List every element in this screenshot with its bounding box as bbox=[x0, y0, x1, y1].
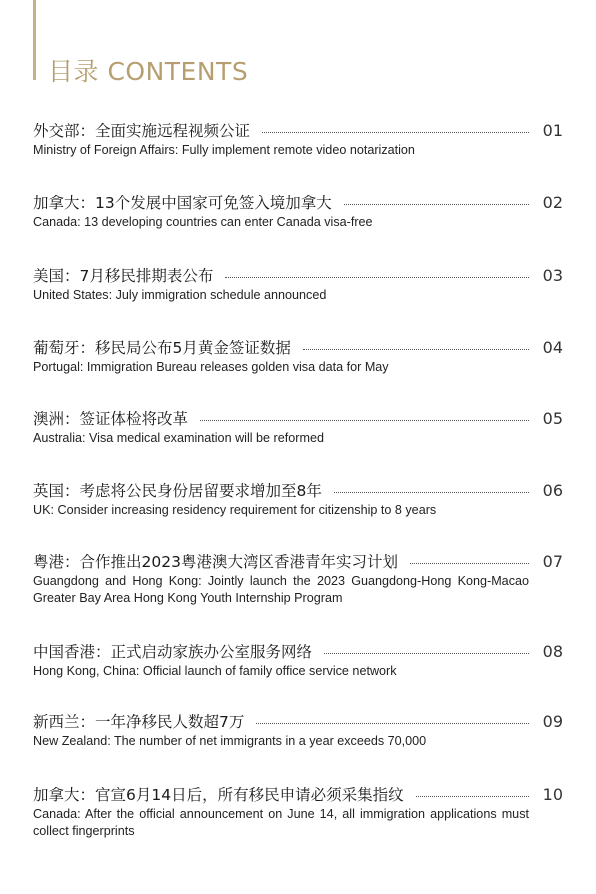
dot-leader bbox=[334, 492, 529, 493]
dot-leader bbox=[262, 132, 529, 133]
toc-entry-title-en: United States: July immigration schedule announced bbox=[33, 288, 327, 302]
toc-entry-title-zh: 葡萄牙：移民局公布5月黄金签证数据 bbox=[33, 339, 291, 357]
toc-entry-title-en: Canada: 13 developing countries can enter Canada visa-free bbox=[33, 215, 373, 229]
toc-entry-07[interactable] bbox=[33, 549, 563, 607]
toc-entry-title-en: Australia: Visa medical examination will be reformed bbox=[33, 431, 324, 445]
toc-entry-title-en: Hong Kong, China: Official launch of family office service network bbox=[33, 664, 397, 678]
toc-entry-title-en: UK: Consider increasing residency requirement for citizenship to 8 years bbox=[33, 503, 437, 517]
toc-entry-01[interactable] bbox=[33, 118, 563, 159]
toc-entry-title-zh: 英国：考虑将公民身份居留要求增加至8年 bbox=[33, 482, 322, 500]
dot-leader bbox=[344, 204, 529, 205]
toc-entry-page-number: 03 bbox=[542, 265, 563, 285]
toc-entry-page-number: 05 bbox=[542, 408, 563, 428]
toc-entry-page-number: 02 bbox=[542, 192, 563, 212]
toc-entry-10[interactable] bbox=[33, 782, 563, 840]
toc-entry-page-number: 06 bbox=[542, 480, 563, 500]
toc-entry-page-number: 08 bbox=[542, 641, 563, 661]
toc-entry-title-en: Guangdong and Hong Kong: Jointly launch the 2023 Guangdong-Hong Kong-Macao Greater Bay Area Hong Kong Youth Internship Program bbox=[33, 574, 529, 605]
toc-entry-page-number: 10 bbox=[542, 784, 563, 804]
toc-entry-title-en: Portugal: Immigration Bureau releases golden visa data for May bbox=[33, 360, 389, 374]
toc-entry-page-number: 01 bbox=[542, 120, 563, 140]
toc-entry-page-number: 09 bbox=[542, 711, 563, 731]
toc-entry-04[interactable] bbox=[33, 335, 563, 376]
dot-leader bbox=[324, 653, 529, 654]
toc-entry-page-number: 07 bbox=[542, 551, 563, 571]
toc-entry-title-zh: 外交部：全面实施远程视频公证 bbox=[33, 122, 251, 140]
dot-leader bbox=[416, 796, 529, 797]
toc-entry-06[interactable] bbox=[33, 478, 563, 519]
toc-entry-05[interactable] bbox=[33, 406, 563, 447]
toc-entry-title-zh: 澳洲：签证体检将改革 bbox=[33, 410, 189, 428]
dot-leader bbox=[303, 349, 529, 350]
toc-entry-title-en: Canada: After the official announcement on June 14, all immigration applications must collect fingerprints bbox=[33, 807, 529, 838]
toc-entry-title-zh: 新西兰：一年净移民人数超7万 bbox=[33, 713, 245, 731]
toc-entry-title-zh: 中国香港：正式启动家族办公室服务网络 bbox=[33, 643, 313, 661]
toc-entry-title-en: New Zealand: The number of net immigrants in a year exceeds 70,000 bbox=[33, 734, 427, 748]
toc-entry-title-zh: 加拿大：13个发展中国家可免签入境加拿大 bbox=[33, 194, 332, 212]
dot-leader bbox=[410, 563, 529, 564]
toc-entry-title-zh: 美国：7月移民排期表公布 bbox=[33, 267, 214, 285]
dot-leader bbox=[225, 277, 529, 278]
toc-entry-02[interactable] bbox=[33, 190, 563, 231]
toc-entry-title-zh: 粤港：合作推出2023粤港澳大湾区香港青年实习计划 bbox=[33, 553, 398, 571]
toc-entry-page-number: 04 bbox=[542, 337, 563, 357]
header-accent-bar bbox=[33, 0, 36, 80]
toc-entry-08[interactable] bbox=[33, 639, 563, 680]
page-title: 目录 CONTENTS bbox=[48, 57, 249, 86]
dot-leader bbox=[256, 723, 529, 724]
toc-entry-title-en: Ministry of Foreign Affairs: Fully implement remote video notarization bbox=[33, 143, 415, 157]
toc-entry-03[interactable] bbox=[33, 263, 563, 304]
toc-entry-title-zh: 加拿大：官宣6月14日后，所有移民申请必须采集指纹 bbox=[33, 786, 404, 804]
dot-leader bbox=[200, 420, 529, 421]
toc-entry-09[interactable] bbox=[33, 709, 563, 750]
